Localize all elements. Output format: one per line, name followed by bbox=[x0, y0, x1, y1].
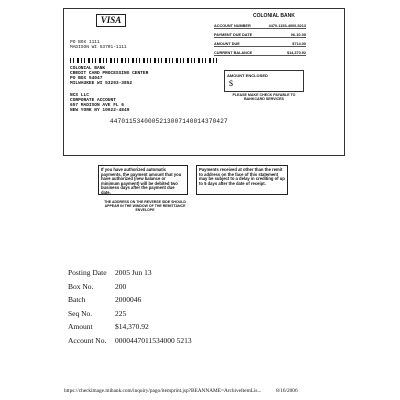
micr-line: 4470115340005213007140014370427 bbox=[110, 118, 228, 125]
info-row: PAYMENT DUE DATE 06-10-05 bbox=[214, 29, 306, 38]
remit-address-notice: Payments received at other than the remit to address on the face of this statement may be subject to a delay in crediting of up to 5 days after the date of receipt. bbox=[196, 165, 288, 195]
return-address: PO BOX 1111 MADISON WI 53701-1111 bbox=[70, 40, 127, 50]
account-info-table bbox=[214, 20, 306, 56]
bank-name: COLONIAL BANK bbox=[253, 13, 295, 19]
record-row: Posting Date 2005 Jun 13 bbox=[68, 268, 152, 277]
customer-address: NCS LLC CORPORATE ACCOUNT 657 MADISON AVE FL 6 NEW YORK NY 10022-4849 bbox=[70, 93, 130, 113]
record-row: Box No. 200 bbox=[68, 281, 127, 291]
amount-enclosed-box: AMOUNT ENCLOSED bbox=[224, 70, 304, 92]
print-date: 8/16/2006 bbox=[276, 388, 298, 394]
record-row: Batch 2000046 bbox=[68, 295, 142, 304]
record-row: Amount $14,370.92 bbox=[68, 322, 149, 331]
item-record-details bbox=[68, 268, 192, 349]
postal-barcode bbox=[70, 58, 220, 63]
auto-payment-notice: If you have authorized automatic payments, the payment amount that you have authorized (new balance or minimum payment) will be debited two business days after the payment due date. bbox=[98, 165, 188, 195]
visa-logo: VISA bbox=[96, 14, 126, 27]
envelope-window-note: THE ADDRESS ON THE REVERSE SIDE SHOULD APPEAR IN THE WINDOW OF THE REMITTANCE ENVELOPE bbox=[104, 200, 186, 212]
dollar-sign: $ bbox=[229, 79, 233, 88]
record-row: Account No. 0000447011534000 5213 bbox=[68, 335, 192, 345]
page-url[interactable]: https://checkimage.mibank.com/inquiry/pago/itemprint.jsp?BEANNAME=ArchiveItemLis... bbox=[64, 388, 262, 394]
info-row: ACCOUNT NUMBER 4470-1153-4000-5213 bbox=[214, 20, 306, 29]
record-row: Seq No. 225 bbox=[68, 308, 127, 318]
payee-address: COLONIAL BANK CREDIT CARD PROCESSING CENTER PO BOX 54047 MILWAUKEE WI 53293-3852 bbox=[70, 66, 149, 86]
info-row: AMOUNT DUE $714.00 bbox=[214, 38, 306, 47]
print-footer bbox=[64, 388, 400, 394]
info-row: CURRENT BALANCE $14,370.92 bbox=[214, 47, 306, 56]
payable-note: PLEASE MAKE CHECK PAYABLE TO BANKCARD SERVICES bbox=[232, 93, 296, 101]
